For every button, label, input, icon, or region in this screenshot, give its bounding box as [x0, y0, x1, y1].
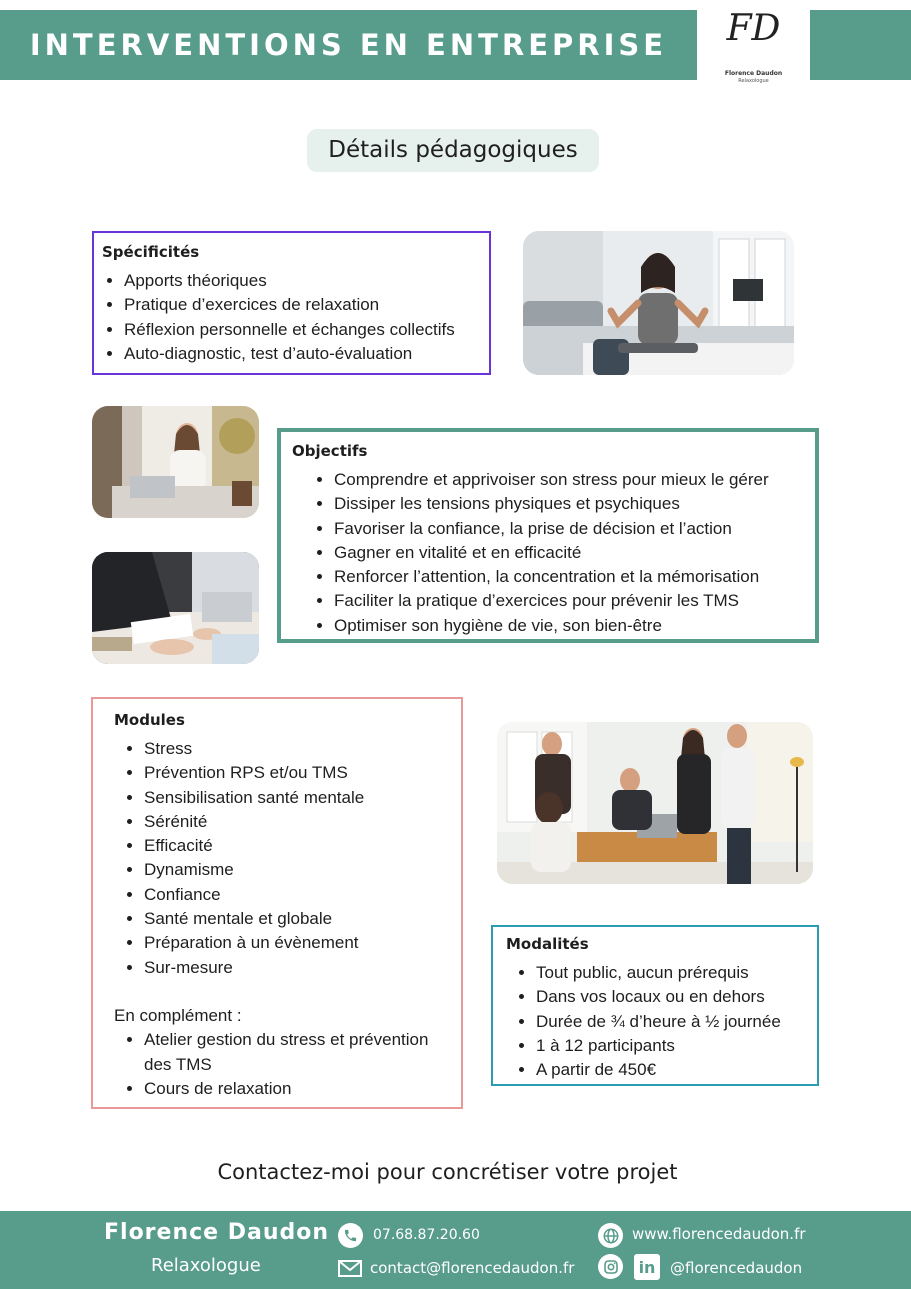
modules-list — [114, 737, 461, 980]
footer-role: Relaxologue — [151, 1255, 261, 1276]
page-title: INTERVENTIONS EN ENTREPRISE — [29, 28, 668, 62]
logo — [697, 0, 810, 88]
list-item: • 1 à 12 participants — [536, 1034, 817, 1058]
list-item: • Favoriser la confiance, la prise de décision et l’action — [334, 517, 815, 541]
list-item: • Auto-diagnostic, test d’auto-évaluation — [124, 342, 489, 366]
linkedin-icon[interactable]: in — [634, 1254, 660, 1280]
globe-icon — [598, 1223, 623, 1248]
list-item: • Réflexion personnelle et échanges collectifs — [124, 318, 489, 342]
section-title: Détails pédagogiques — [307, 129, 599, 172]
list-item: • Dynamisme — [144, 858, 461, 882]
phone-icon — [338, 1223, 363, 1248]
list-item: • Préparation à un évènement — [144, 931, 461, 955]
footer-email[interactable]: contact@florencedaudon.fr — [370, 1259, 575, 1277]
logo-monogram: FD — [726, 8, 781, 49]
list-item: • Stress — [144, 737, 461, 761]
list-item: • Optimiser son hygiène de vie, son bien-être — [334, 614, 815, 638]
list-item: • Comprendre et apprivoiser son stress pour mieux le gérer — [334, 468, 815, 492]
list-item: • Sensibilisation santé mentale — [144, 786, 461, 810]
list-item: • Sur-mesure — [144, 956, 461, 980]
complement-label: En complément : — [114, 1005, 242, 1025]
logo-name: Florence Daudon — [724, 70, 783, 77]
list-item: • Atelier gestion du stress et prévention des TMS — [144, 1028, 461, 1077]
modalites-title: Modalités — [506, 935, 589, 953]
footer-phone[interactable]: 07.68.87.20.60 — [373, 1227, 480, 1243]
list-item: • Sérénité — [144, 810, 461, 834]
list-item: • Renforcer l’attention, la concentration et la mémorisation — [334, 565, 815, 589]
logo-subtitle: Relaxologue — [738, 78, 769, 84]
complement-list — [114, 1028, 461, 1101]
list-item: • Tout public, aucun prérequis — [536, 961, 817, 985]
list-item: • Pratique d’exercices de relaxation — [124, 293, 489, 317]
modules-box — [91, 697, 463, 1109]
specificites-title: Spécificités — [102, 243, 200, 261]
modules-title: Modules — [114, 711, 185, 729]
list-item: • Dans vos locaux ou en dehors — [536, 985, 817, 1009]
list-item: • Dissiper les tensions physiques et psychiques — [334, 492, 815, 516]
objectifs-list — [292, 468, 815, 638]
photo-meditation — [523, 231, 794, 375]
list-item: • Santé mentale et globale — [144, 907, 461, 931]
list-item: • Faciliter la pratique d’exercices pour prévenir les TMS — [334, 589, 815, 613]
photo-meeting-documents — [92, 552, 259, 664]
list-item: • A partir de 450€ — [536, 1058, 817, 1082]
instagram-icon[interactable] — [598, 1254, 623, 1279]
modalites-box — [491, 925, 819, 1086]
list-item: • Prévention RPS et/ou TMS — [144, 761, 461, 785]
list-item: • Durée de ¾ d’heure à ½ journée — [536, 1010, 817, 1034]
specificites-box — [92, 231, 491, 375]
specificites-list — [102, 269, 489, 366]
footer-website[interactable]: www.florencedaudon.fr — [632, 1225, 806, 1243]
photo-team-meeting — [497, 722, 813, 884]
modalites-list — [506, 961, 817, 1082]
list-item: • Cours de relaxation — [144, 1077, 461, 1101]
footer-name: Florence Daudon — [104, 1220, 330, 1245]
objectifs-box — [277, 428, 819, 643]
contact-cta: Contactez-moi pour concrétiser votre projet — [217, 1160, 678, 1184]
list-item: • Efficacité — [144, 834, 461, 858]
footer-social[interactable]: @florencedaudon — [670, 1259, 803, 1277]
list-item: • Gagner en vitalité et en efficacité — [334, 541, 815, 565]
list-item: • Apports théoriques — [124, 269, 489, 293]
mail-icon — [338, 1260, 362, 1281]
list-item: • Confiance — [144, 883, 461, 907]
photo-woman-laptop — [92, 406, 259, 518]
objectifs-title: Objectifs — [292, 442, 368, 460]
